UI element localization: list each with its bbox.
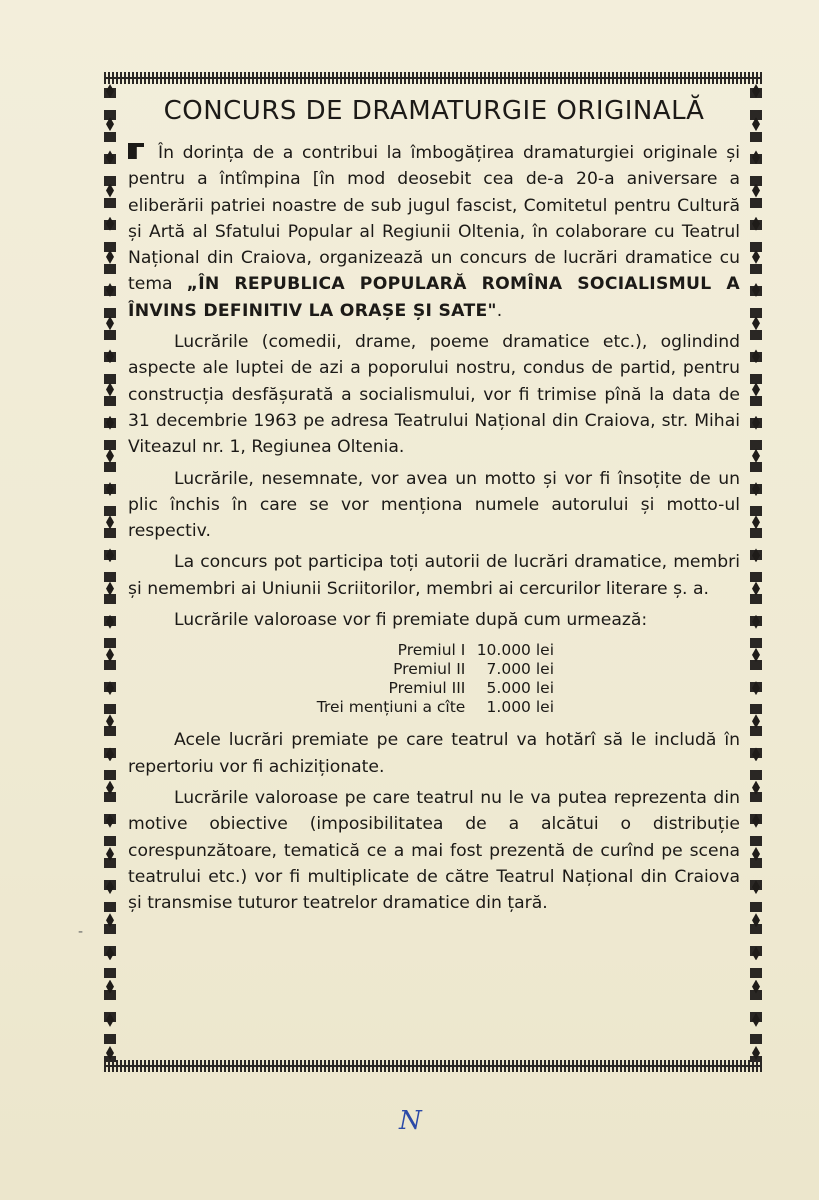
announcement-content — [128, 96, 740, 916]
announcement-frame — [104, 72, 762, 1072]
page-title: CONCURS DE DRAMATURGIE ORIGINALĂ — [163, 96, 705, 126]
diamond-ornaments-left — [104, 84, 116, 1060]
prize-row — [314, 698, 554, 717]
paragraph-prizes-intro: Lucrările valoroase vor fi premiate după cum urmează: — [174, 610, 648, 631]
margin-mark: - — [78, 924, 84, 940]
paragraph-intro-text: În dorința de a contribui la îmbogățirea dramaturgiei originale și pentru a întîmpina [în mod deosebit cea de-a 20-a aniversare a eliberării patriei noastre de sub jugul fascist, Comitetul pentru Cultură și Artă al Sfatului Popular al Regiunii Oltenia, în colaborare cu Teatrul Național din Craiova, organizează un concurs de lucrări dramatice cu tema — [128, 143, 740, 295]
prizes-table — [314, 641, 554, 717]
handwritten-signature: N — [399, 1106, 422, 1136]
contest-theme: „ÎN REPUBLICA POPULARĂ ROMÎNA SOCIALISMUL A ÎNVINS DEFINITIV LA ORAȘE ȘI SATE" — [128, 274, 740, 321]
paragraph-mark-icon — [128, 143, 144, 159]
prize-amount: 5.000 lei — [486, 679, 554, 698]
prize-row — [314, 679, 554, 698]
prize-name: Premiul I — [397, 641, 466, 660]
paragraph-works: Lucrările (comedii, drame, poeme dramatice etc.), oglindind aspecte ale luptei de azi a poporului nostru, condus de partid, pentru construcția desfășurată a socialismului, vor fi trimise pînă la data de 31 decembrie 1963 pe adresa Teatrului Național din Craiova, str. Mihai Viteazul nr. 1, Regiunea Oltenia. — [128, 332, 740, 458]
paragraph-participants: La concurs pot participa toți autorii de lucrări dramatice, membri și nemembri ai Uniunii Scriitorilor, membri ai cercurilor literare ș. a. — [128, 552, 740, 599]
prize-amount: 10.000 lei — [476, 641, 554, 660]
frame-border-top — [104, 72, 762, 84]
prize-name: Trei mențiuni a cîte — [316, 698, 466, 717]
diamond-ornaments-right — [750, 84, 762, 1060]
prize-row — [314, 641, 554, 660]
prize-amount: 7.000 lei — [486, 660, 554, 679]
paragraph-intro — [128, 140, 740, 324]
paragraph-intro-end: . — [496, 300, 503, 321]
paragraph-multiplication: Lucrările valoroase pe care teatrul nu le va putea reprezenta din motive obiective (imposibilitatea de a alcătui o distribuție corespunzătoare, tematică ce a mai fost prezentă de curînd pe scena teatrului etc.) vor fi multiplicate de către Teatrul Național din Craiova și transmise tuturor teatrelor dramatice din țară. — [128, 787, 740, 914]
prize-name: Premiul III — [388, 679, 466, 698]
prize-amount: 1.000 lei — [486, 698, 554, 717]
paragraph-motto: Lucrările, nesemnate, vor avea un motto și vor fi însoțite de un plic închis în care se vor menționa numele autorului și motto-ul respectiv. — [128, 468, 740, 542]
frame-border-bottom — [104, 1060, 762, 1072]
paragraph-acquisition: Acele lucrări premiate pe care teatrul va hotărî să le includă în repertoriu vor fi achiziționate. — [128, 730, 740, 777]
prize-row — [314, 660, 554, 679]
prize-name: Premiul II — [393, 660, 466, 679]
